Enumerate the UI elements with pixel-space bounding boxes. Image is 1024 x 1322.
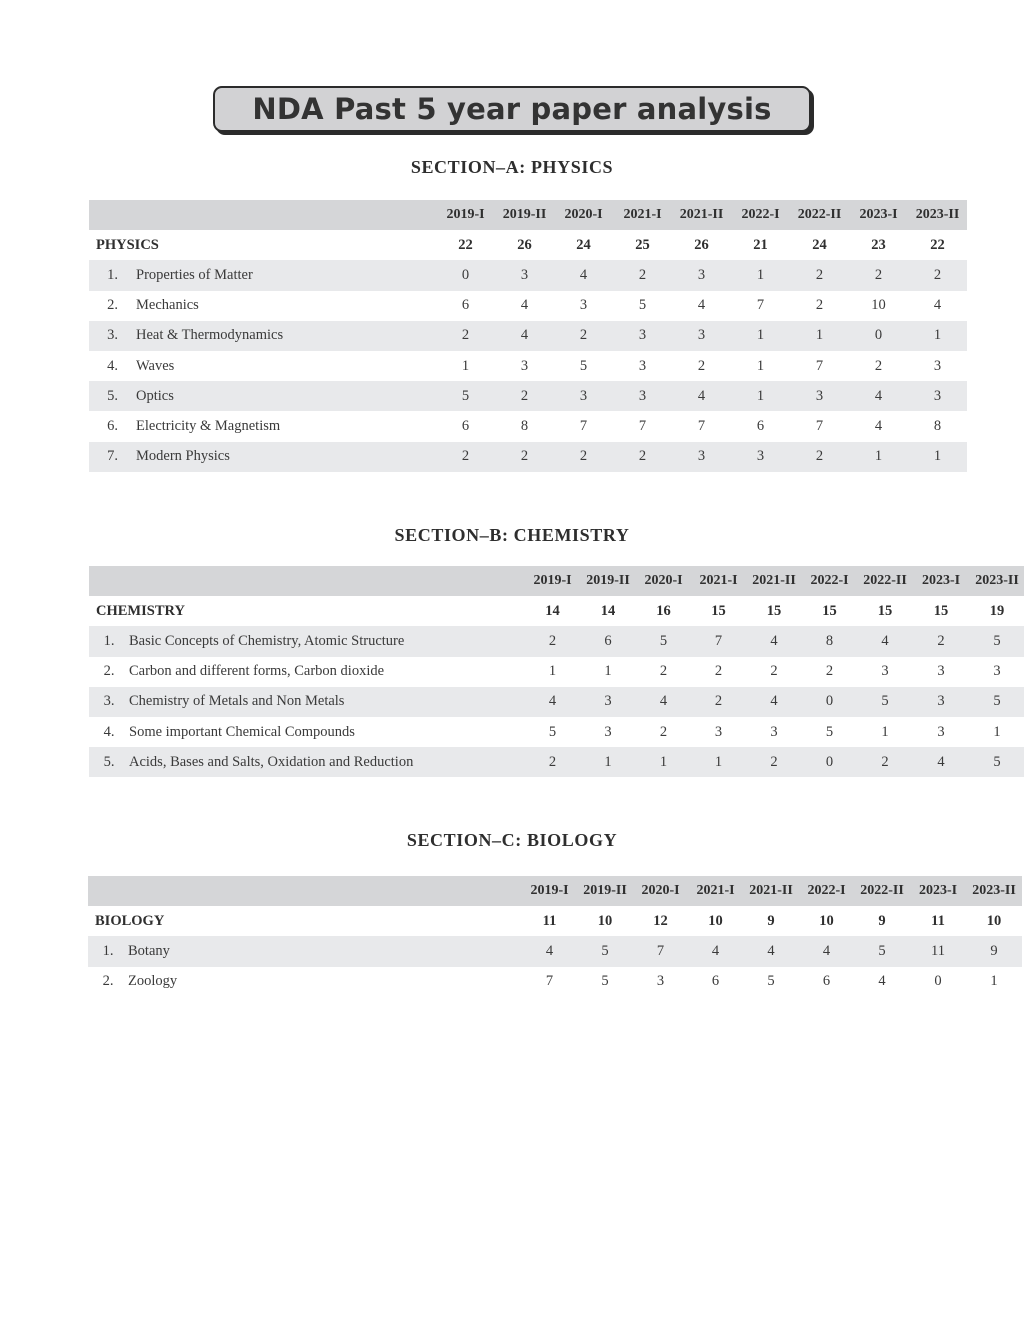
physics-header-row [89,200,967,230]
cell-value: 2 [461,327,470,344]
cell-value: 7 [656,942,665,959]
cell-value: 5 [878,942,886,959]
subject-total-label: BIOLOGY [95,912,165,929]
table-row [89,657,1024,687]
cell-value: 2 [548,632,557,649]
cell-value: 3 [638,387,647,404]
table-row [89,717,1024,747]
cell-value: 2 [815,448,824,465]
cell-value: 2 [874,266,883,283]
cell-value: 2 [579,448,588,465]
cell-value: 4 [545,942,554,959]
total-value: 10 [708,912,723,929]
row-index: 3. [103,693,115,710]
row-index: 6. [107,417,118,434]
topic-name: Heat & Thermodynamics [136,327,284,344]
cell-value: 3 [714,723,723,740]
topic-name: Modern Physics [136,448,230,465]
table-row [89,411,967,441]
row-index: 7. [107,448,118,465]
cell-value: 1 [756,266,765,283]
table-row [89,626,1024,656]
cell-value: 3 [933,357,942,374]
year-header: 2022-I [741,207,780,223]
topic-name: Carbon and different forms, Carbon dioxide [129,663,385,680]
cell-value: 3 [638,327,647,344]
cell-value: 4 [697,297,706,314]
topic-name: Properties of Matter [136,266,253,283]
year-header: 2022-II [863,573,907,589]
year-header: 2021-I [699,573,738,589]
cell-value: 1 [659,753,668,770]
cell-value: 4 [770,693,778,710]
cell-value: 4 [937,753,945,770]
cell-value: 3 [697,327,706,344]
cell-value: 2 [520,387,529,404]
year-header: 2020-I [564,207,603,223]
cell-value: 3 [770,723,778,740]
year-header: 2023-II [915,207,960,223]
cell-value: 2 [937,632,945,649]
year-header: 2022-II [797,207,842,223]
total-value: 9 [878,912,886,929]
cell-value: 9 [990,942,998,959]
cell-value: 1 [933,327,942,344]
topic-name: Basic Concepts of Chemistry, Atomic Structure [129,632,405,649]
header-blank [89,566,525,596]
cell-value: 3 [638,357,647,374]
cell-value: 2 [933,266,942,283]
year-header: 2021-I [696,883,735,899]
cell-value: 11 [931,942,945,959]
cell-value: 10 [871,297,886,314]
cell-value: 3 [579,297,588,314]
cell-value: 7 [579,417,588,434]
table-row [89,321,967,351]
total-value: 10 [819,912,834,929]
total-value: 22 [930,236,945,253]
page-title: NDA Past 5 year paper analysis [252,92,772,126]
cell-value: 7 [815,417,824,434]
cell-value: 3 [937,663,945,680]
cell-value: 6 [461,297,470,314]
cell-value: 5 [881,693,889,710]
cell-value: 3 [815,387,824,404]
cell-value: 4 [881,632,889,649]
year-header: 2019-II [502,207,547,223]
total-value: 15 [766,602,782,619]
total-value: 10 [986,912,1002,929]
cell-value: 5 [993,632,1001,649]
row-index: 2. [103,663,115,680]
cell-value: 4 [711,942,720,959]
cell-value: 1 [874,448,883,465]
total-value: 24 [576,236,591,253]
biology-total-row [88,906,1022,936]
row-index: 2. [107,297,118,314]
table-row [89,442,967,472]
cell-value: 4 [548,693,557,710]
total-value: 21 [753,236,768,253]
year-header: 2019-II [586,573,630,589]
cell-value: 5 [601,942,609,959]
biology-table [88,876,1022,997]
cell-value: 3 [697,448,706,465]
total-value: 11 [542,912,557,929]
total-value: 9 [767,912,775,929]
topic-name: Optics [136,387,174,404]
row-index: 1. [107,266,118,283]
cell-value: 2 [770,663,778,680]
topic-name: Electricity & Magnetism [136,417,281,434]
cell-value: 7 [815,357,824,374]
cell-value: 5 [579,357,588,374]
cell-value: 5 [638,297,647,314]
year-header: 2021-II [679,207,724,223]
cell-value: 2 [697,357,706,374]
cell-value: 1 [993,723,1001,740]
cell-value: 3 [993,663,1001,680]
cell-value: 2 [638,266,647,283]
total-value: 12 [653,912,668,929]
cell-value: 2 [825,663,834,680]
title-banner [213,86,811,132]
total-value: 14 [545,602,560,619]
row-index: 5. [107,387,118,404]
cell-value: 1 [604,663,612,680]
total-value: 24 [812,236,827,253]
topic-name: Mechanics [136,297,199,314]
cell-value: 4 [822,942,831,959]
cell-value: 3 [756,448,765,465]
cell-value: 4 [878,973,886,990]
header-blank [89,200,436,230]
row-index: 2. [102,973,114,990]
cell-value: 2 [579,327,588,344]
row-index: 4. [103,723,115,740]
section-heading-chemistry: SECTION–B: CHEMISTRY [394,525,630,545]
year-header: 2022-I [807,883,846,899]
cell-value: 0 [825,753,834,770]
cell-value: 4 [770,632,778,649]
cell-value: 5 [461,387,470,404]
total-value: 16 [656,602,671,619]
cell-value: 6 [756,417,765,434]
cell-value: 5 [601,973,609,990]
cell-value: 7 [714,632,723,649]
table-row [89,291,967,321]
total-value: 26 [694,236,709,253]
section-heading-biology: SECTION–C: BIOLOGY [406,830,618,850]
cell-value: 3 [656,973,665,990]
year-header: 2023-I [918,883,958,899]
cell-value: 1 [604,753,612,770]
cell-value: 2 [638,448,647,465]
topic-name: Some important Chemical Compounds [129,723,355,740]
row-index: 1. [103,632,115,649]
row-index: 3. [107,327,118,344]
year-header: 2019-I [530,883,569,899]
cell-value: 4 [659,693,668,710]
year-header: 2019-II [583,883,627,899]
year-header: 2021-II [752,573,796,589]
cell-value: 7 [545,973,554,990]
year-header: 2020-I [641,883,680,899]
table-row [89,381,967,411]
cell-value: 4 [767,942,775,959]
year-header: 2020-I [644,573,683,589]
cell-value: 2 [714,663,723,680]
topic-name: Zoology [128,973,178,990]
table-row [89,747,1024,777]
cell-value: 3 [604,723,612,740]
cell-value: 1 [714,753,723,770]
header-blank [88,876,522,906]
cell-value: 1 [548,663,557,680]
cell-value: 3 [520,266,529,283]
total-value: 14 [600,602,616,619]
cell-value: 3 [937,723,945,740]
chemistry-table [89,566,1024,777]
year-header: 2022-II [860,883,904,899]
row-index: 5. [103,753,115,770]
year-header: 2023-I [921,573,961,589]
table-row [89,351,967,381]
cell-value: 5 [825,723,834,740]
cell-value: 7 [638,417,647,434]
cell-value: 5 [659,632,668,649]
cell-value: 8 [825,632,834,649]
cell-value: 8 [933,417,942,434]
cell-value: 4 [520,327,529,344]
table-row [89,260,967,290]
cell-value: 0 [825,693,834,710]
table-row [88,936,1022,966]
cell-value: 7 [756,297,765,314]
total-value: 15 [877,602,893,619]
biology-header-row [88,876,1022,906]
cell-value: 2 [770,753,778,770]
cell-value: 4 [874,417,883,434]
cell-value: 4 [697,387,706,404]
topic-name: Botany [128,942,170,959]
total-value: 15 [933,602,949,619]
total-value: 25 [635,236,650,253]
cell-value: 2 [874,357,883,374]
subject-total-label: PHYSICS [96,236,159,253]
year-header: 2023-II [975,573,1019,589]
cell-value: 0 [461,266,470,283]
topic-name: Chemistry of Metals and Non Metals [129,693,345,710]
cell-value: 2 [461,448,470,465]
total-value: 15 [822,602,837,619]
cell-value: 6 [711,973,720,990]
chemistry-header-row [89,566,1024,596]
cell-value: 1 [756,327,765,344]
cell-value: 2 [881,753,889,770]
row-index: 4. [107,357,118,374]
cell-value: 0 [874,327,883,344]
total-value: 23 [871,236,886,253]
cell-value: 2 [659,723,668,740]
year-header: 2023-I [859,207,898,223]
cell-value: 6 [461,417,470,434]
chemistry-total-row [89,596,1024,626]
cell-value: 5 [993,753,1001,770]
cell-value: 4 [579,266,588,283]
cell-value: 5 [767,973,775,990]
year-header: 2019-I [446,207,485,223]
table-row [88,967,1022,997]
cell-value: 4 [933,297,942,314]
cell-value: 1 [461,357,470,374]
cell-value: 1 [756,387,765,404]
cell-value: 2 [815,297,824,314]
cell-value: 3 [604,693,612,710]
cell-value: 1 [933,448,942,465]
topic-name: Acids, Bases and Salts, Oxidation and Reduction [129,753,414,770]
year-header: 2021-I [623,207,662,223]
total-value: 10 [597,912,613,929]
cell-value: 5 [993,693,1001,710]
total-value: 15 [711,602,726,619]
total-value: 22 [458,236,473,253]
cell-value: 3 [697,266,706,283]
physics-table [89,200,967,472]
subject-total-label: CHEMISTRY [96,602,185,619]
cell-value: 3 [579,387,588,404]
cell-value: 2 [548,753,557,770]
cell-value: 6 [822,973,831,990]
cell-value: 1 [756,357,765,374]
cell-value: 1 [881,723,889,740]
total-value: 11 [931,912,945,929]
cell-value: 2 [714,693,723,710]
cell-value: 3 [881,663,889,680]
cell-value: 5 [548,723,557,740]
cell-value: 2 [520,448,529,465]
year-header: 2019-I [533,573,572,589]
cell-value: 2 [659,663,668,680]
cell-value: 3 [520,357,529,374]
cell-value: 7 [697,417,706,434]
cell-value: 0 [934,973,942,990]
row-index: 1. [102,942,114,959]
cell-value: 6 [604,632,612,649]
year-header: 2022-I [810,573,849,589]
year-header: 2023-II [972,883,1016,899]
cell-value: 3 [933,387,942,404]
cell-value: 1 [815,327,824,344]
cell-value: 4 [874,387,883,404]
physics-total-row [89,230,967,260]
total-value: 26 [517,236,532,253]
cell-value: 1 [990,973,998,990]
cell-value: 4 [520,297,529,314]
year-header: 2021-II [749,883,793,899]
cell-value: 2 [815,266,824,283]
table-row [89,687,1024,717]
topic-name: Waves [136,357,175,374]
cell-value: 3 [937,693,945,710]
cell-value: 8 [520,417,529,434]
total-value: 19 [989,602,1005,619]
section-heading-physics: SECTION–A: PHYSICS [410,157,614,177]
